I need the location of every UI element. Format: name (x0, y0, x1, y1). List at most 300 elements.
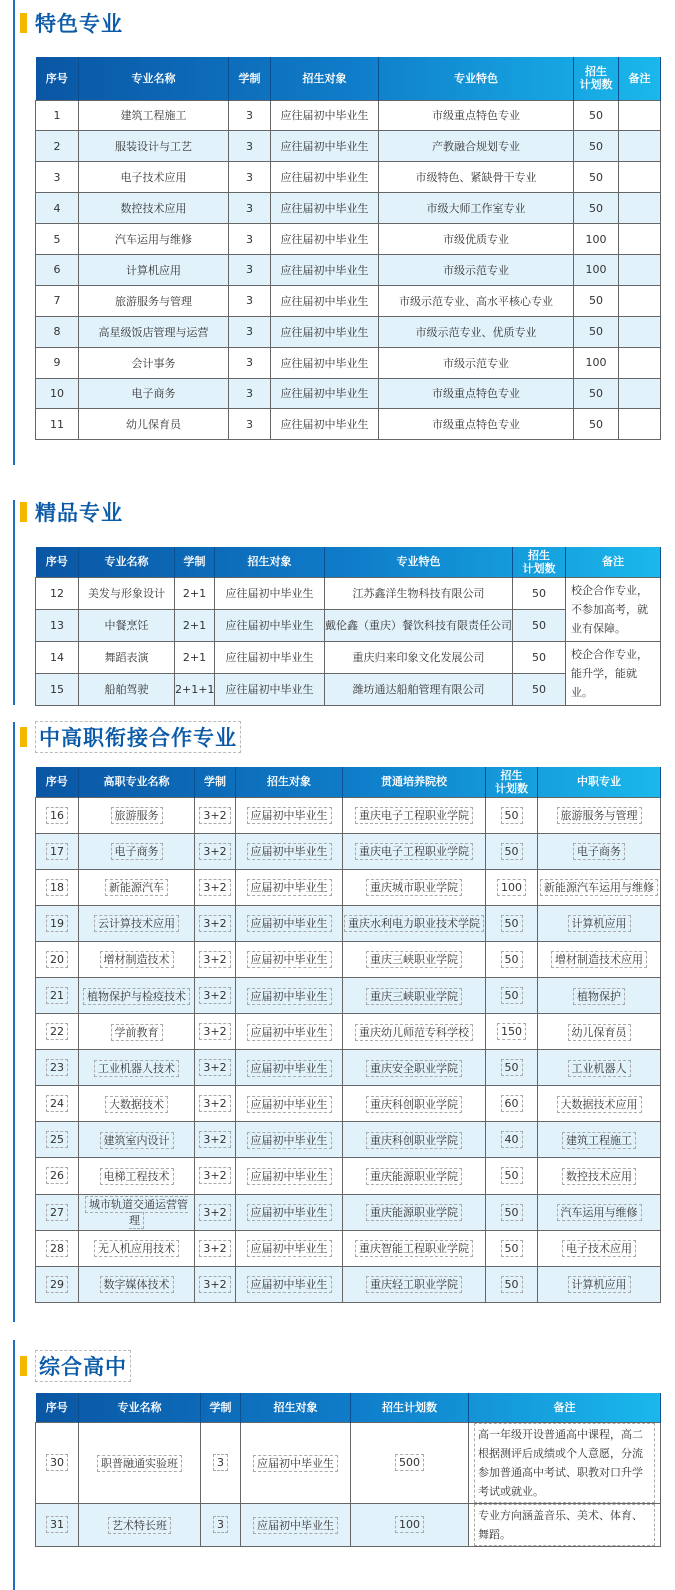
cell-text: 3+2 (199, 843, 230, 860)
table-cell (379, 224, 574, 255)
table-cell (236, 1158, 343, 1194)
cell-text: 2+1 (182, 650, 207, 664)
title-text: 特色专业 (35, 12, 123, 36)
cell-text: 城市轨道交通运营管理 (85, 1196, 188, 1229)
cell-text: 高一年级开设普通高中课程，高二根据测评后成绩或个人意愿，分流参加普通高中考试、职教对口升学考试或就业。 (474, 1423, 655, 1503)
cell-text: 工业机器人技术 (94, 1060, 179, 1077)
table-row (36, 1503, 661, 1546)
column-header: 专业特色 (325, 547, 513, 577)
cell-text: 50 (501, 915, 523, 932)
table-row (36, 285, 661, 316)
cell-text: 重庆三峡职业学院 (366, 951, 462, 968)
table-cell (574, 347, 619, 378)
table-row (36, 797, 661, 833)
cell-text: 旅游服务与管理 (557, 807, 642, 824)
table-cell (79, 409, 229, 440)
featured-majors-table (35, 57, 661, 440)
cell-text: 应届初中毕业生 (247, 1024, 332, 1041)
cell-text: 2+1+1 (175, 682, 215, 696)
table-cell (195, 977, 236, 1013)
cell-text: 市级示范专业 (443, 263, 509, 277)
table-cell (325, 673, 513, 705)
table-row (36, 131, 661, 162)
table-cell (36, 1050, 79, 1086)
table-cell (538, 797, 661, 833)
table-cell (538, 1194, 661, 1230)
cell-text: 重庆城市职业学院 (366, 879, 462, 896)
table-cell (36, 609, 79, 641)
cell-text: 重庆能源职业学院 (366, 1168, 462, 1185)
table-cell (229, 193, 271, 224)
table-cell (619, 409, 661, 440)
cell-text: 3 (53, 170, 61, 184)
table-cell (271, 409, 379, 440)
table-cell (236, 1266, 343, 1302)
table-cell (79, 1422, 201, 1503)
column-header: 招生对象 (271, 57, 379, 100)
cell-text: 3 (246, 108, 253, 122)
table-cell (195, 1086, 236, 1122)
table-cell (36, 1230, 79, 1266)
cell-text: 11 (50, 417, 64, 431)
table-cell (236, 1050, 343, 1086)
table-cell (236, 977, 343, 1013)
cell-text: 会计事务 (131, 356, 176, 370)
column-header: 高职专业名称 (79, 767, 195, 797)
cell-text: 市级示范专业、优质专业 (415, 325, 537, 339)
title-marker (20, 502, 27, 522)
column-header: 专业名称 (79, 547, 175, 577)
title-text: 精品专业 (35, 501, 123, 525)
column-header: 贯通培养院校 (343, 767, 486, 797)
title-marker (20, 1356, 27, 1376)
cell-text: 应届初中毕业生 (247, 1096, 332, 1113)
table-cell (79, 378, 229, 409)
table-row (36, 1230, 661, 1266)
table-cell (36, 409, 79, 440)
table-cell (538, 977, 661, 1013)
table-cell (36, 1014, 79, 1050)
table-cell (486, 833, 538, 869)
table-cell (229, 162, 271, 193)
cell-text: 植物保护与检疫技术 (83, 988, 190, 1005)
cell-text: 60 (501, 1095, 523, 1112)
table-row (36, 641, 661, 673)
cell-text: 14 (50, 650, 64, 664)
cell-text: 大数据技术应用 (557, 1096, 642, 1113)
left-rule (13, 722, 15, 1322)
cell-text: 舞蹈表演 (104, 651, 149, 664)
cell-text: 1 (53, 108, 61, 122)
table-cell (79, 1122, 195, 1158)
table-cell (175, 641, 215, 673)
cell-text: 电子技术应用 (562, 1240, 636, 1257)
table-row (36, 869, 661, 905)
cell-text: 市级重点特色专业 (432, 418, 520, 432)
table-cell (36, 1194, 79, 1230)
table-cell (343, 833, 486, 869)
table-cell (236, 1230, 343, 1266)
table-cell (79, 347, 229, 378)
table-cell (538, 1086, 661, 1122)
cell-text: 校企合作专业，能升学，能就业。 (571, 647, 648, 699)
cell-text: 21 (46, 987, 68, 1004)
table-cell (486, 905, 538, 941)
cell-text: 学前教育 (111, 1024, 163, 1041)
table-cell (236, 1194, 343, 1230)
column-header: 学制 (201, 1393, 241, 1422)
table-cell (574, 316, 619, 347)
cell-text: 50 (589, 417, 603, 431)
table-cell (271, 254, 379, 285)
header-row (36, 57, 661, 100)
cell-text: 50 (501, 1059, 523, 1076)
table-row (36, 905, 661, 941)
table-row (36, 1122, 661, 1158)
cell-text: 23 (46, 1059, 68, 1076)
table-cell (343, 1050, 486, 1086)
cell-text: 应往届初中毕业生 (280, 140, 369, 154)
cell-text: 应往届初中毕业生 (280, 356, 369, 370)
cell-text: 50 (589, 201, 603, 215)
cell-text: 3 (246, 294, 253, 308)
cell-text: 应往届初中毕业生 (280, 263, 369, 277)
cell-text: 50 (589, 108, 603, 122)
table-cell (195, 905, 236, 941)
table-cell (36, 254, 79, 285)
table-cell (343, 941, 486, 977)
table-cell (379, 254, 574, 285)
table-cell (486, 1230, 538, 1266)
table-cell (325, 609, 513, 641)
table-cell (79, 1050, 195, 1086)
table-cell (79, 609, 175, 641)
cell-text: 应届初中毕业生 (247, 1132, 332, 1149)
title-text: 综合高中 (35, 1350, 131, 1382)
cell-text: 27 (46, 1204, 68, 1221)
cell-text: 3+2 (199, 879, 230, 896)
cell-text: 数控技术应用 (562, 1168, 636, 1185)
cell-text: 植物保护 (573, 988, 625, 1005)
table-cell (79, 833, 195, 869)
table-cell (486, 869, 538, 905)
cell-text: 市级示范专业 (443, 356, 509, 370)
cell-text: 大数据技术 (105, 1096, 168, 1113)
table-cell (513, 577, 566, 609)
table-cell (36, 224, 79, 255)
cell-text: 无人机应用技术 (94, 1240, 179, 1257)
table-cell (343, 1194, 486, 1230)
column-header: 序号 (36, 547, 79, 577)
cell-text: 26 (46, 1167, 68, 1184)
table-cell (195, 1050, 236, 1086)
table-cell (36, 941, 79, 977)
cell-text: 建筑工程施工 (120, 109, 187, 123)
table-cell (379, 285, 574, 316)
cell-text: 3 (246, 417, 253, 431)
table-cell (271, 162, 379, 193)
section-title (20, 8, 123, 38)
cell-text: 应届初中毕业生 (253, 1517, 338, 1534)
table-cell (236, 905, 343, 941)
table-cell (195, 797, 236, 833)
cell-text: 应届初中毕业生 (247, 843, 332, 860)
table-row (36, 162, 661, 193)
cell-text: 市级重点特色专业 (432, 387, 520, 401)
table-cell (229, 316, 271, 347)
cell-text: 50 (501, 987, 523, 1004)
table-cell (79, 1014, 195, 1050)
table-cell (574, 100, 619, 131)
table-cell (619, 378, 661, 409)
table-cell (241, 1422, 351, 1503)
table-cell (36, 577, 79, 609)
table-cell (36, 193, 79, 224)
table-cell (486, 1122, 538, 1158)
cell-text: 应届初中毕业生 (247, 1060, 332, 1077)
cell-text: 新能源汽车 (105, 879, 168, 896)
table-cell (343, 1266, 486, 1302)
table-cell (79, 673, 175, 705)
cell-text: 应届初中毕业生 (247, 1168, 332, 1185)
cell-text: 汽车运用与维修 (557, 1204, 642, 1221)
cell-text: 工业机器人 (568, 1060, 631, 1077)
table-cell (79, 577, 175, 609)
cell-text: 9 (53, 356, 61, 370)
cell-text: 市级大师工作室专业 (426, 202, 526, 216)
cell-text: 50 (501, 807, 523, 824)
table-cell (343, 797, 486, 833)
table-cell (195, 1266, 236, 1302)
cell-text: 市级优质专业 (443, 233, 509, 246)
comprehensive-high-school-table (35, 1393, 661, 1547)
cell-text: 重庆科创职业学院 (366, 1096, 462, 1113)
table-cell (513, 609, 566, 641)
cell-text: 50 (501, 843, 523, 860)
cell-text: 应往届初中毕业生 (280, 325, 369, 339)
cell-text: 3 (246, 263, 253, 277)
table-cell (215, 577, 325, 609)
cell-text: 3+2 (199, 807, 230, 824)
table-cell (619, 254, 661, 285)
cell-text: 戴伦鑫（重庆）餐饮科技有限责任公司 (325, 619, 512, 632)
table-cell (79, 1230, 195, 1266)
cell-text: 电子商务 (131, 387, 176, 401)
cell-text: 重庆电子工程职业学院 (355, 843, 473, 860)
table-cell (36, 378, 79, 409)
cell-text: 28 (46, 1240, 68, 1257)
table-cell (486, 1194, 538, 1230)
cell-text: 市级特色、紧缺骨干专业 (415, 171, 537, 185)
table-row (36, 1050, 661, 1086)
cell-text: 艺术特长班 (108, 1517, 171, 1534)
table-cell (271, 193, 379, 224)
cell-text: 应往届初中毕业生 (280, 171, 369, 185)
cell-text: 2+1 (182, 618, 207, 632)
table-cell (325, 641, 513, 673)
cell-text: 电梯工程技术 (100, 1168, 174, 1185)
table-cell (195, 1014, 236, 1050)
cell-text: 7 (53, 294, 61, 308)
table-cell (379, 316, 574, 347)
cell-text: 19 (46, 915, 68, 932)
table-cell (36, 1503, 79, 1546)
table-cell (36, 162, 79, 193)
table-cell (513, 641, 566, 673)
cell-text: 应往届初中毕业生 (280, 418, 369, 432)
cell-text: 3+2 (199, 1059, 230, 1076)
cell-text: 3+2 (199, 915, 230, 932)
column-header: 备注 (469, 1393, 661, 1422)
cell-text: 150 (497, 1023, 526, 1040)
cell-text: 30 (46, 1454, 68, 1471)
cell-text: 重庆轻工职业学院 (366, 1276, 462, 1293)
cell-text: 应届初中毕业生 (247, 915, 332, 932)
table-cell (79, 162, 229, 193)
table-cell (36, 100, 79, 131)
table-cell (486, 1050, 538, 1086)
table-cell (79, 1503, 201, 1546)
cell-text: 重庆归来印象文化发展公司 (352, 651, 485, 664)
table-row (36, 1422, 661, 1503)
table-cell (201, 1503, 241, 1546)
cell-text: 船舶驾驶 (104, 683, 149, 696)
table-cell (36, 1266, 79, 1302)
cell-text: 中餐烹饪 (104, 619, 149, 632)
table-cell (343, 977, 486, 1013)
table-cell (236, 1014, 343, 1050)
table-cell (379, 347, 574, 378)
cell-text: 增材制造技术 (100, 951, 174, 968)
cell-text: 31 (46, 1516, 68, 1533)
table-cell (236, 941, 343, 977)
cell-text: 重庆电子工程职业学院 (355, 807, 473, 824)
table-cell (215, 673, 325, 705)
table-cell (36, 905, 79, 941)
table-cell (229, 409, 271, 440)
cell-text: 应届初中毕业生 (253, 1455, 338, 1472)
table-cell (215, 641, 325, 673)
cell-text: 100 (585, 263, 607, 277)
table-cell (236, 869, 343, 905)
table-cell (79, 641, 175, 673)
cell-text: 计算机应用 (568, 1276, 631, 1293)
table-cell (343, 1014, 486, 1050)
table-cell (79, 869, 195, 905)
cell-text: 电子商务 (573, 843, 625, 860)
cell-text: 50 (501, 1204, 523, 1221)
table-cell (486, 1014, 538, 1050)
table-cell (195, 869, 236, 905)
column-header: 备注 (566, 547, 661, 577)
column-header: 招生对象 (236, 767, 343, 797)
cell-text: 重庆安全职业学院 (366, 1060, 462, 1077)
cell-text: 专业方向涵盖音乐、美术、体育、舞蹈。 (474, 1504, 655, 1546)
table-row (36, 100, 661, 131)
table-cell (538, 833, 661, 869)
cell-text: 产教融合规划专业 (432, 140, 520, 154)
cell-text: 应往届初中毕业生 (280, 233, 369, 246)
cell-text: 3+2 (199, 1023, 230, 1040)
table-cell (36, 347, 79, 378)
table-row (36, 254, 661, 285)
cell-text: 幼儿保育员 (568, 1024, 631, 1041)
table-cell (486, 941, 538, 977)
table-cell (271, 285, 379, 316)
table-cell (79, 100, 229, 131)
table-cell (36, 673, 79, 705)
table-row (36, 833, 661, 869)
table-cell (79, 316, 229, 347)
table-cell (486, 1086, 538, 1122)
cell-text: 50 (532, 650, 546, 664)
table-cell (619, 193, 661, 224)
table-cell (538, 941, 661, 977)
table-cell (538, 1158, 661, 1194)
table-cell (271, 347, 379, 378)
column-header: 专业名称 (79, 1393, 201, 1422)
cell-text: 15 (50, 682, 64, 696)
cell-text: 3 (246, 139, 253, 153)
table-row (36, 378, 661, 409)
cell-text: 汽车运用与维修 (115, 233, 192, 246)
table-cell (486, 1158, 538, 1194)
column-header: 招生对象 (215, 547, 325, 577)
table-row (36, 347, 661, 378)
cell-text: 18 (46, 879, 68, 896)
table-cell (343, 1230, 486, 1266)
table-cell (241, 1503, 351, 1546)
table-row (36, 409, 661, 440)
title-marker (20, 727, 27, 747)
cell-text: 建筑工程施工 (562, 1132, 636, 1149)
title-marker (20, 13, 27, 33)
cell-text: 应届初中毕业生 (247, 988, 332, 1005)
cell-text: 3+2 (199, 951, 230, 968)
cell-text: 数控技术应用 (120, 202, 187, 216)
cell-text: 应往届初中毕业生 (280, 202, 369, 216)
cell-text: 100 (585, 232, 607, 246)
cell-text: 旅游服务与管理 (115, 294, 192, 308)
table-cell (229, 347, 271, 378)
table-cell (79, 285, 229, 316)
table-row (36, 1194, 661, 1230)
table-cell (271, 378, 379, 409)
table-cell (566, 577, 661, 641)
table-cell (36, 1122, 79, 1158)
cell-text: 3 (246, 356, 253, 370)
cell-text: 电子技术应用 (120, 171, 187, 185)
table-cell (538, 905, 661, 941)
cell-text: 3 (246, 325, 253, 339)
table-cell (79, 1158, 195, 1194)
table-cell (619, 224, 661, 255)
cell-text: 建筑室内设计 (100, 1132, 174, 1149)
cell-text: 50 (589, 170, 603, 184)
table-row (36, 1158, 661, 1194)
cooperation-majors-table (35, 767, 661, 1303)
table-cell (79, 254, 229, 285)
cell-text: 3 (246, 201, 253, 215)
left-rule (13, 500, 15, 705)
table-cell (379, 409, 574, 440)
table-cell (229, 378, 271, 409)
table-cell (271, 224, 379, 255)
table-cell (79, 1086, 195, 1122)
table-cell (195, 1158, 236, 1194)
cell-text: 应往届初中毕业生 (280, 387, 369, 401)
cell-text: 2 (53, 139, 61, 153)
